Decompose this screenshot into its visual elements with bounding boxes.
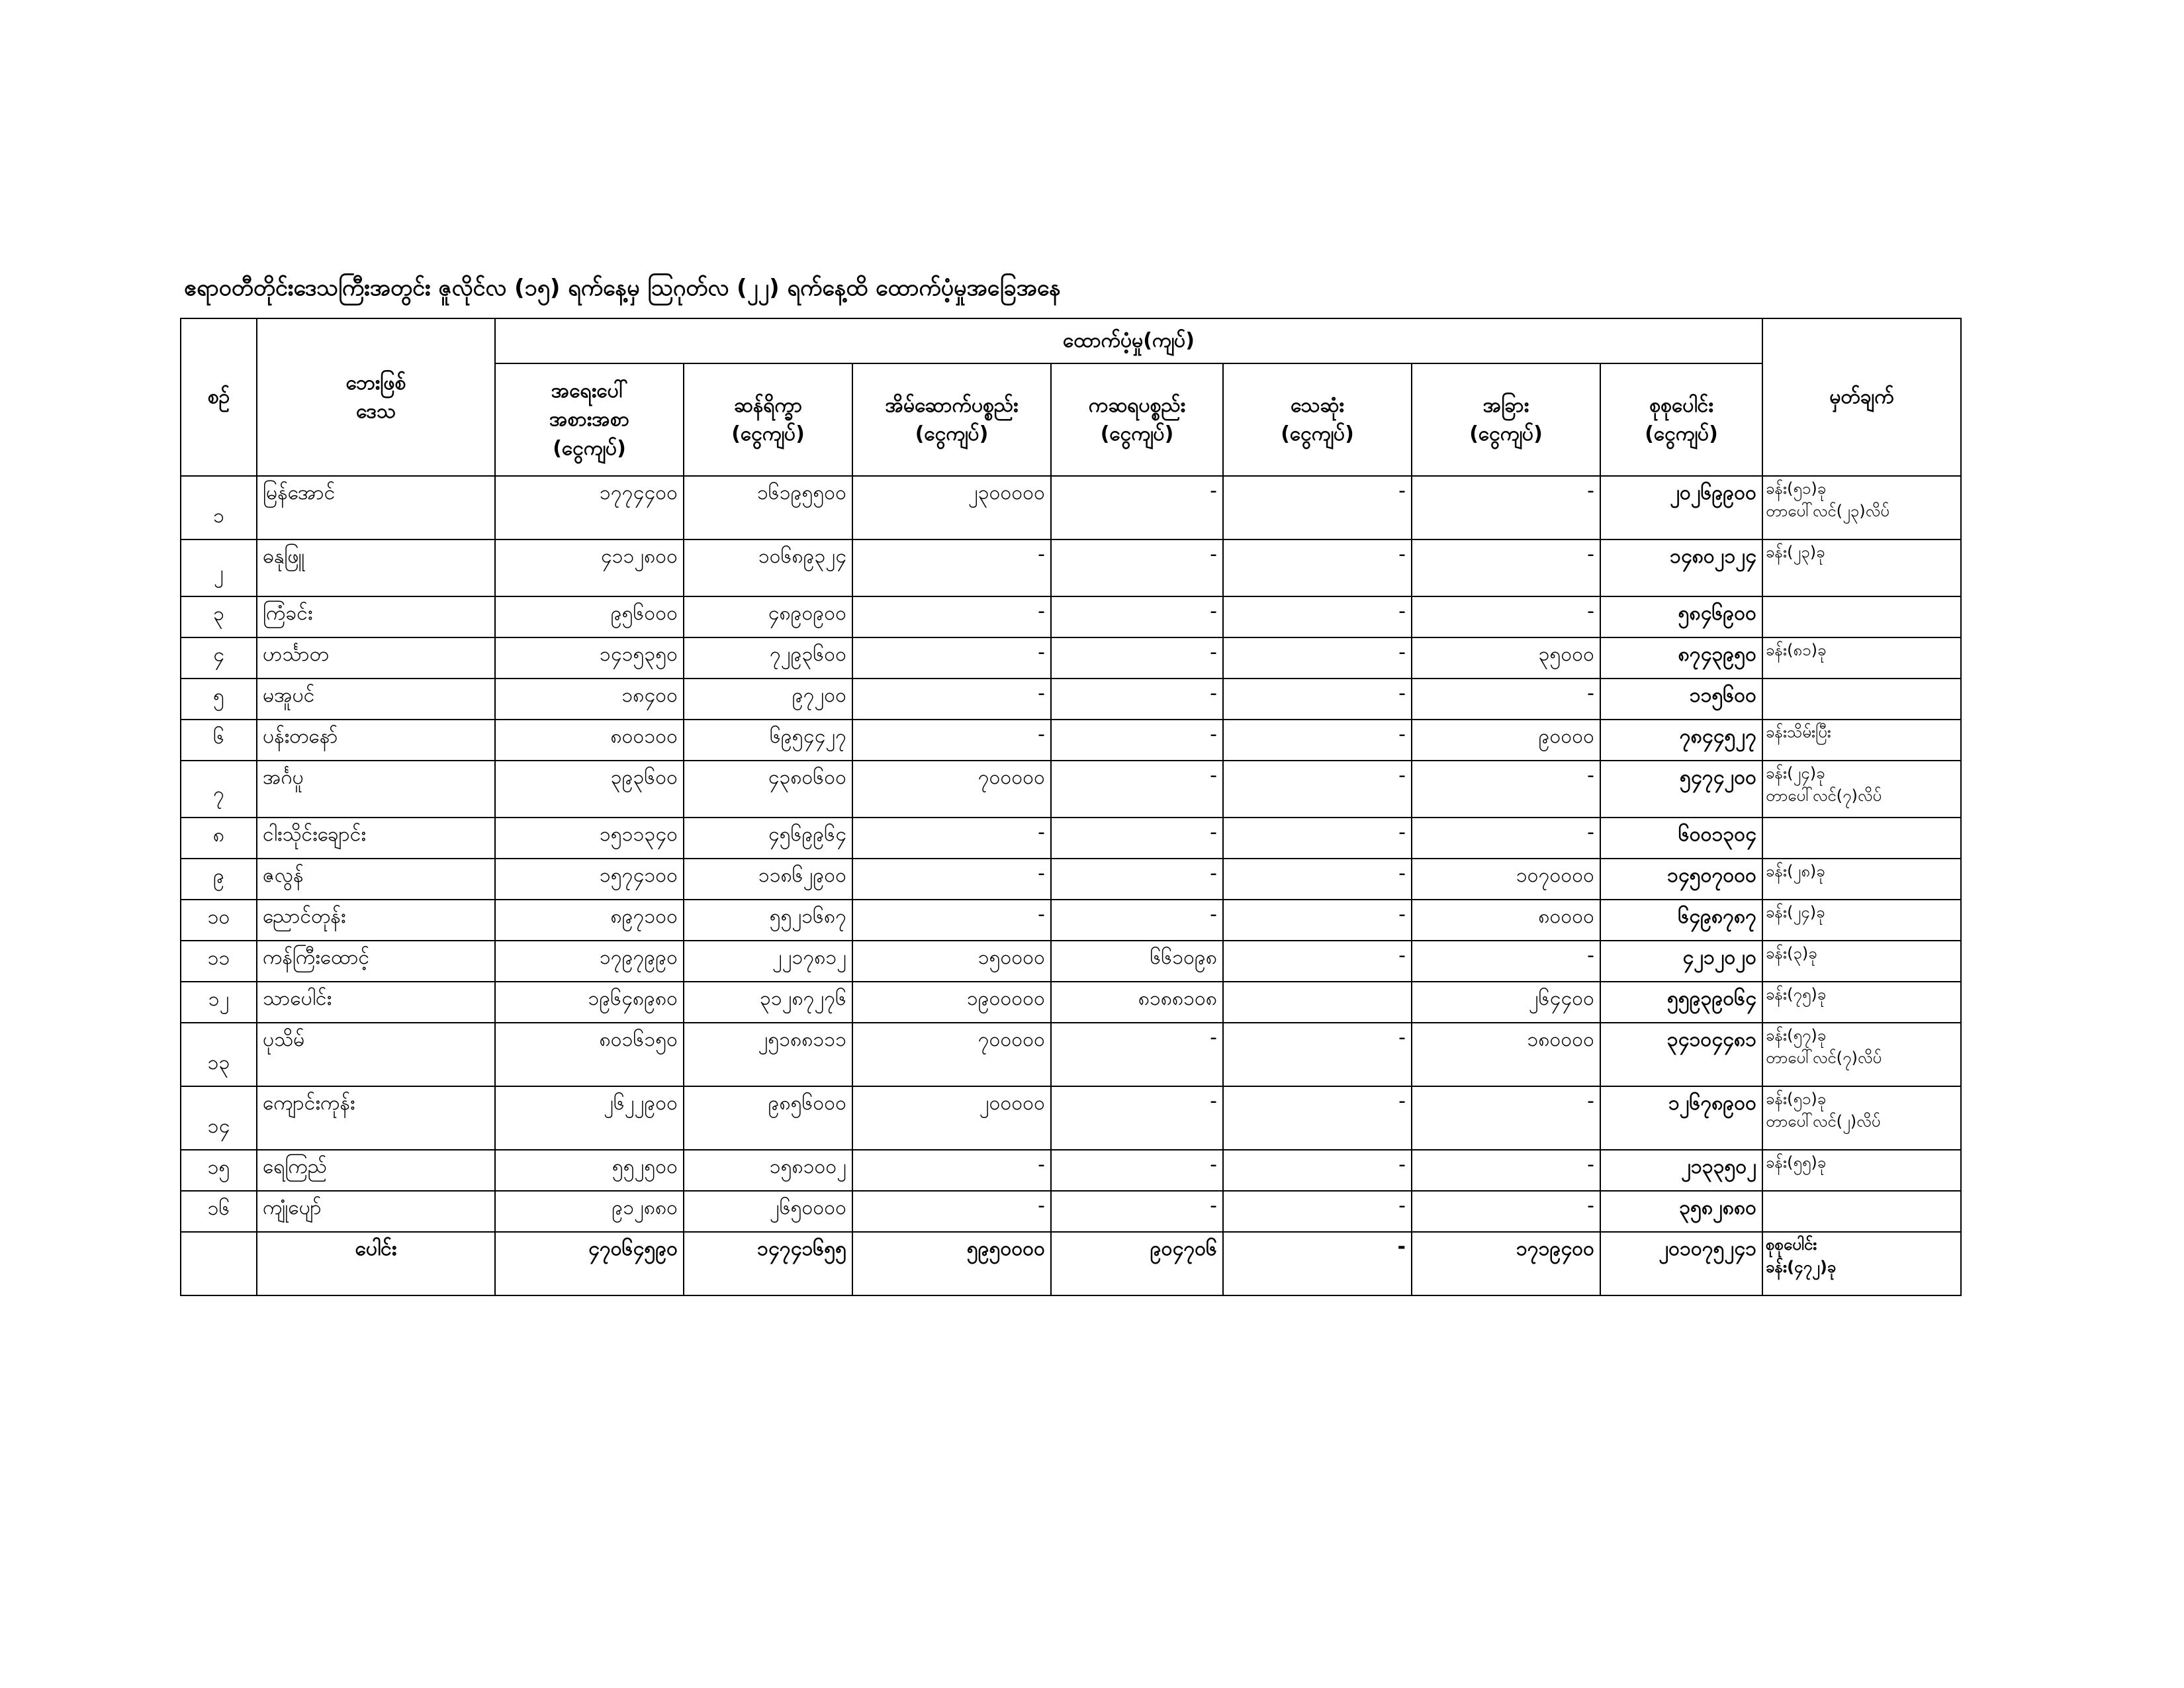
header-remarks: မှတ်ချက် bbox=[1762, 318, 1961, 476]
cell-total: ၆၄၉၈၇၈၇ bbox=[1600, 900, 1762, 941]
cell-rice: ၁၆၁၉၅၅၀၀ bbox=[684, 476, 852, 539]
region-name: မအူပင် bbox=[257, 679, 495, 720]
region-name: ကန်ကြီးထောင့် bbox=[257, 941, 495, 982]
region-name: ငါးသိုင်းချောင်း bbox=[257, 818, 495, 859]
cell-other: ၁၀၇၀၀၀၀ bbox=[1412, 859, 1600, 900]
cell-death bbox=[1223, 982, 1412, 1023]
cell-other: - bbox=[1412, 1191, 1600, 1232]
cell-total: ၁၂၆၇၈၉၀၀ bbox=[1600, 1086, 1762, 1150]
header-line: (ငွေကျပ်) bbox=[915, 422, 989, 445]
cell-other: - bbox=[1412, 941, 1600, 982]
region-name: ညောင်တုန်း bbox=[257, 900, 495, 941]
table-row bbox=[181, 941, 1961, 982]
cell-rice: ၁၅၈၁၀၀၂ bbox=[684, 1150, 852, 1191]
header-kasara-materials bbox=[1051, 363, 1223, 476]
row-number: ၂ bbox=[181, 539, 257, 596]
cell-house: ၁၅၀၀၀၀ bbox=[852, 941, 1051, 982]
header-support-group: ထောက်ပံ့မှု(ကျပ်) bbox=[495, 318, 1762, 363]
table-row bbox=[181, 679, 1961, 720]
table-row bbox=[181, 818, 1961, 859]
cell-death: - bbox=[1223, 941, 1412, 982]
row-number: ၁၂ bbox=[181, 982, 257, 1023]
cell-other: ၂၆၄၄၀၀ bbox=[1412, 982, 1600, 1023]
cell-kasara: - bbox=[1051, 761, 1223, 818]
cell-house: - bbox=[852, 720, 1051, 761]
remarks-line: ခန်း(၃)ခု bbox=[1766, 944, 1817, 962]
remarks-line: ခန်း(၄၇၂)ခု bbox=[1766, 1257, 1837, 1276]
cell-house: ၇၀၀၀၀၀ bbox=[852, 761, 1051, 818]
header-line: အခြား bbox=[1482, 393, 1529, 417]
remarks-cell bbox=[1762, 476, 1961, 539]
remarks-line: ခန်း(၅၅)ခု bbox=[1766, 1153, 1827, 1172]
region-name: ဓနုဖြူ bbox=[257, 539, 495, 596]
cell-rice: ၁၀၆၈၉၃၂၄ bbox=[684, 539, 852, 596]
header-death bbox=[1223, 363, 1412, 476]
cell-food: ၈၉၇၁၀၀ bbox=[495, 900, 684, 941]
row-number: ၃ bbox=[181, 596, 257, 637]
cell-rice: ၄၈၉၀၉၀၀ bbox=[684, 596, 852, 637]
cell-food: ၉၁၂၈၈၀ bbox=[495, 1191, 684, 1232]
cell-food: ၉၅၆၀၀၀ bbox=[495, 596, 684, 637]
cell-kasara: - bbox=[1051, 476, 1223, 539]
cell-other: ၈၀၀၀၀ bbox=[1412, 900, 1600, 941]
cell-house: ၇၀၀၀၀၀ bbox=[852, 1023, 1051, 1086]
total-label: ပေါင်း bbox=[257, 1232, 495, 1295]
total-remarks bbox=[1762, 1232, 1961, 1295]
cell-kasara: ၆၆၁၀၉၈ bbox=[1051, 941, 1223, 982]
table-row bbox=[181, 476, 1961, 539]
cell-total: ၁၁၅၆၀၀ bbox=[1600, 679, 1762, 720]
cell-kasara: - bbox=[1051, 539, 1223, 596]
cell-rice: ၆၉၅၄၄၂၇ bbox=[684, 720, 852, 761]
total-house: ၅၉၅၀၀၀၀ bbox=[852, 1232, 1051, 1295]
cell-house: - bbox=[852, 637, 1051, 679]
table-row bbox=[181, 859, 1961, 900]
remarks-line: တာပေါ်လင်(၂၃)လိပ် bbox=[1766, 501, 1889, 520]
remarks-line: ခန်း(၈၁)ခု bbox=[1766, 641, 1827, 659]
cell-house: - bbox=[852, 1150, 1051, 1191]
cell-death: - bbox=[1223, 818, 1412, 859]
cell-death: - bbox=[1223, 761, 1412, 818]
cell-rice: ၉၇၂၀၀ bbox=[684, 679, 852, 720]
remarks-cell bbox=[1762, 1023, 1961, 1086]
row-number: ၆ bbox=[181, 720, 257, 761]
cell-house: - bbox=[852, 679, 1051, 720]
header-line: သေဆုံး bbox=[1291, 393, 1344, 417]
cell-food: ၅၅၂၅၀၀ bbox=[495, 1150, 684, 1191]
table-row bbox=[181, 720, 1961, 761]
cell-death: - bbox=[1223, 1191, 1412, 1232]
remarks-cell bbox=[1762, 1191, 1961, 1232]
cell-kasara: - bbox=[1051, 1191, 1223, 1232]
cell-death: - bbox=[1223, 900, 1412, 941]
cell-kasara: - bbox=[1051, 1150, 1223, 1191]
cell-death: - bbox=[1223, 476, 1412, 539]
header-no: စဉ် bbox=[181, 318, 257, 476]
cell-other: ၃၅၀၀၀ bbox=[1412, 637, 1600, 679]
cell-total: ၂၀၂၆၉၉၀၀ bbox=[1600, 476, 1762, 539]
header-rice bbox=[684, 363, 852, 476]
cell-death: - bbox=[1223, 859, 1412, 900]
remarks-cell bbox=[1762, 818, 1961, 859]
cell-house: - bbox=[852, 596, 1051, 637]
remarks-line: ခန်း(၅၁)ခု bbox=[1766, 1090, 1827, 1108]
remarks-cell bbox=[1762, 761, 1961, 818]
cell-other: ၉၀၀၀၀ bbox=[1412, 720, 1600, 761]
table-row bbox=[181, 1150, 1961, 1191]
cell-kasara: ၈၁၈၈၁၀၈ bbox=[1051, 982, 1223, 1023]
header-region-line-1: ဘေးဖြစ် bbox=[345, 371, 406, 395]
cell-kasara: - bbox=[1051, 720, 1223, 761]
cell-house: - bbox=[852, 900, 1051, 941]
cell-other: - bbox=[1412, 679, 1600, 720]
cell-rice: ၂၂၁၇၈၁၂ bbox=[684, 941, 852, 982]
cell-other: - bbox=[1412, 1150, 1600, 1191]
row-number: ၁၁ bbox=[181, 941, 257, 982]
cell-kasara: - bbox=[1051, 818, 1223, 859]
remarks-cell bbox=[1762, 982, 1961, 1023]
cell-total: ၂၁၃၃၅၀၂ bbox=[1600, 1150, 1762, 1191]
header-line: (ငွေကျပ်) bbox=[553, 436, 626, 460]
table-body bbox=[181, 476, 1961, 1295]
cell-total: ၄၂၁၂၀၂၀ bbox=[1600, 941, 1762, 982]
cell-rice: ၃၁၂၈၇၂၇၆ bbox=[684, 982, 852, 1023]
cell-house: ၂၀၀၀၀၀ bbox=[852, 1086, 1051, 1150]
remarks-cell bbox=[1762, 1086, 1961, 1150]
total-food: ၄၇၀၆၄၅၉၀ bbox=[495, 1232, 684, 1295]
cell-rice: ၂၅၁၈၈၁၁၁ bbox=[684, 1023, 852, 1086]
remarks-line: ခန်း(၂၃)ခု bbox=[1766, 543, 1825, 561]
cell-food: ၈၀၀၁၀၀ bbox=[495, 720, 684, 761]
row-number: ၁၅ bbox=[181, 1150, 257, 1191]
cell-rice: ၄၅၆၉၉၆၄ bbox=[684, 818, 852, 859]
header-line: ကဆရပစ္စည်း bbox=[1088, 393, 1186, 417]
remarks-line: ခန်း(၅၇)ခု bbox=[1766, 1026, 1827, 1045]
remarks-line: တာပေါ်လင်(၇)လိပ် bbox=[1766, 786, 1882, 805]
cell-total: ၅၄၇၄၂၀၀ bbox=[1600, 761, 1762, 818]
cell-food: ၁၅၇၄၁၀၀ bbox=[495, 859, 684, 900]
cell-death: - bbox=[1223, 596, 1412, 637]
header-emergency-food bbox=[495, 363, 684, 476]
region-name: ပုသိမ် bbox=[257, 1023, 495, 1086]
cell-food: ၃၉၃၆၀၀ bbox=[495, 761, 684, 818]
cell-food: ၂၆၂၂၉၀၀ bbox=[495, 1086, 684, 1150]
cell-death: - bbox=[1223, 637, 1412, 679]
header-region-line-2: ဒေသ bbox=[356, 400, 396, 423]
cell-total: ၆၀၀၁၃၀၄ bbox=[1600, 818, 1762, 859]
cell-total: ၁၄၅၀၇၀၀၀ bbox=[1600, 859, 1762, 900]
table-row bbox=[181, 761, 1961, 818]
remarks-line: တာပေါ်လင်(၂)လိပ် bbox=[1766, 1111, 1881, 1131]
cell-death: - bbox=[1223, 1150, 1412, 1191]
cell-house: - bbox=[852, 539, 1051, 596]
region-name: ပန်းတနော် bbox=[257, 720, 495, 761]
remarks-cell bbox=[1762, 679, 1961, 720]
header-other bbox=[1412, 363, 1600, 476]
cell-rice: ၅၅၂၁၆၈၇ bbox=[684, 900, 852, 941]
cell-house: ၂၃၀၀၀၀၀ bbox=[852, 476, 1051, 539]
region-name: ဟင်္သာတ bbox=[257, 637, 495, 679]
row-number: ၄ bbox=[181, 637, 257, 679]
remarks-cell bbox=[1762, 859, 1961, 900]
remarks-line: ခန်း(၅၁)ခု bbox=[1766, 479, 1827, 498]
header-line: (ငွေကျပ်) bbox=[1100, 422, 1174, 445]
header-line: အရေးပေါ် bbox=[551, 379, 628, 402]
table-row bbox=[181, 1086, 1961, 1150]
total-rice: ၁၄၇၄၁၆၅၅ bbox=[684, 1232, 852, 1295]
table-row bbox=[181, 900, 1961, 941]
cell-house: - bbox=[852, 818, 1051, 859]
cell-food: ၁၄၁၅၃၅၀ bbox=[495, 637, 684, 679]
total-row-number bbox=[181, 1232, 257, 1295]
row-number: ၁၀ bbox=[181, 900, 257, 941]
total-death: - bbox=[1223, 1232, 1412, 1295]
region-name: ကျုံပျော် bbox=[257, 1191, 495, 1232]
cell-death: - bbox=[1223, 539, 1412, 596]
row-number: ၁၃ bbox=[181, 1023, 257, 1086]
header-grand-total bbox=[1600, 363, 1762, 476]
region-name: သာပေါင်း bbox=[257, 982, 495, 1023]
remarks-cell bbox=[1762, 941, 1961, 982]
cell-rice: ၁၁၈၆၂၉၀၀ bbox=[684, 859, 852, 900]
cell-food: ၁၅၁၁၃၄၀ bbox=[495, 818, 684, 859]
header-line: အစားအစာ bbox=[549, 408, 630, 432]
header-line: (ငွေကျပ်) bbox=[1281, 422, 1354, 445]
table-row bbox=[181, 596, 1961, 637]
cell-total: ၈၇၄၃၉၅၀ bbox=[1600, 637, 1762, 679]
region-name: ကျောင်းကုန်း bbox=[257, 1086, 495, 1150]
header-line: (ငွေကျပ်) bbox=[1645, 422, 1718, 445]
remarks-line: ခန်း(၂၄)ခု bbox=[1766, 764, 1825, 782]
cell-total: ၃၅၈၂၈၈၀ bbox=[1600, 1191, 1762, 1232]
cell-kasara: - bbox=[1051, 1086, 1223, 1150]
cell-kasara: - bbox=[1051, 1023, 1223, 1086]
cell-food: ၁၇၉၇၉၉၀ bbox=[495, 941, 684, 982]
cell-total: ၃၄၁၀၄၄၈၁ bbox=[1600, 1023, 1762, 1086]
cell-rice: ၇၂၉၃၆၀၀ bbox=[684, 637, 852, 679]
cell-other: - bbox=[1412, 761, 1600, 818]
header-line: (ငွေကျပ်) bbox=[1469, 422, 1543, 445]
cell-death: - bbox=[1223, 1086, 1412, 1150]
cell-kasara: - bbox=[1051, 859, 1223, 900]
row-number: ၇ bbox=[181, 761, 257, 818]
remarks-cell bbox=[1762, 637, 1961, 679]
remarks-line: စုစုပေါင်း bbox=[1766, 1235, 1817, 1254]
region-name: မြန်အောင် bbox=[257, 476, 495, 539]
header-housing-materials bbox=[852, 363, 1051, 476]
table-row bbox=[181, 1023, 1961, 1086]
cell-death: - bbox=[1223, 679, 1412, 720]
cell-kasara: - bbox=[1051, 679, 1223, 720]
header-row-1 bbox=[181, 318, 1961, 363]
cell-rice: ၄၃၈၀၆၀၀ bbox=[684, 761, 852, 818]
cell-other: - bbox=[1412, 476, 1600, 539]
cell-kasara: - bbox=[1051, 596, 1223, 637]
cell-total: ၇၈၄၄၅၂၇ bbox=[1600, 720, 1762, 761]
remarks-line: ခန်းသိမ်းပြီး bbox=[1766, 723, 1831, 741]
remarks-cell bbox=[1762, 900, 1961, 941]
page-title: ဧရာဝတီတိုင်းဒေသကြီးအတွင်း ဇူလိုင်လ (၁၅) ရက်နေ့မှ ဩဂုတ်လ (၂၂) ရက်နေ့ထိ ထောက်ပံ့မှုအခြေအနေ bbox=[184, 275, 1061, 301]
cell-kasara: - bbox=[1051, 900, 1223, 941]
cell-death: - bbox=[1223, 1023, 1412, 1086]
remarks-line: ခန်း(၂၄)ခု bbox=[1766, 903, 1825, 921]
cell-food: ၁၉၆၄၈၉၈၀ bbox=[495, 982, 684, 1023]
header-region bbox=[257, 318, 495, 476]
region-name: အင်္ဂပူ bbox=[257, 761, 495, 818]
cell-other: ၁၈၀၀၀၀ bbox=[1412, 1023, 1600, 1086]
table-row bbox=[181, 1191, 1961, 1232]
total-other: ၁၇၁၉၄၀၀ bbox=[1412, 1232, 1600, 1295]
cell-other: - bbox=[1412, 818, 1600, 859]
cell-other: - bbox=[1412, 1086, 1600, 1150]
region-name: ရေကြည် bbox=[257, 1150, 495, 1191]
remarks-cell bbox=[1762, 1150, 1961, 1191]
support-table bbox=[180, 318, 1962, 1296]
table-row bbox=[181, 982, 1961, 1023]
cell-total: ၅၅၉၃၉၀၆၄ bbox=[1600, 982, 1762, 1023]
row-number: ၁၆ bbox=[181, 1191, 257, 1232]
cell-house: ၁၉၀၀၀၀၀ bbox=[852, 982, 1051, 1023]
cell-food: ၄၁၁၂၈၀၀ bbox=[495, 539, 684, 596]
row-number: ၅ bbox=[181, 679, 257, 720]
row-number: ၉ bbox=[181, 859, 257, 900]
cell-death: - bbox=[1223, 720, 1412, 761]
remarks-line: တာပေါ်လင်(၇)လိပ် bbox=[1766, 1048, 1882, 1067]
table-row bbox=[181, 539, 1961, 596]
row-number: ၈ bbox=[181, 818, 257, 859]
total-kasara: ၉၀၄၇၀၆ bbox=[1051, 1232, 1223, 1295]
region-name: ကြံခင်း bbox=[257, 596, 495, 637]
region-name: ဇလွန် bbox=[257, 859, 495, 900]
remarks-line: ခန်း(၂၈)ခု bbox=[1766, 862, 1825, 880]
cell-food: ၁၇၇၄၄၀၀ bbox=[495, 476, 684, 539]
remarks-cell bbox=[1762, 539, 1961, 596]
remarks-cell bbox=[1762, 596, 1961, 637]
cell-rice: ၂၆၅၀၀၀၀ bbox=[684, 1191, 852, 1232]
total-total: ၂၀၁၀၇၅၂၄၁ bbox=[1600, 1232, 1762, 1295]
table-row bbox=[181, 637, 1961, 679]
remarks-cell bbox=[1762, 720, 1961, 761]
cell-food: ၈၀၁၆၁၅၀ bbox=[495, 1023, 684, 1086]
cell-other: - bbox=[1412, 539, 1600, 596]
remarks-line: ခန်း(၇၅)ခု bbox=[1766, 985, 1827, 1004]
cell-house: - bbox=[852, 859, 1051, 900]
header-line: အိမ်ဆောက်ပစ္စည်း bbox=[885, 393, 1019, 417]
row-number: ၁ bbox=[181, 476, 257, 539]
cell-total: ၅၈၄၆၉၀၀ bbox=[1600, 596, 1762, 637]
cell-kasara: - bbox=[1051, 637, 1223, 679]
cell-other: - bbox=[1412, 596, 1600, 637]
cell-total: ၁၄၈၀၂၁၂၄ bbox=[1600, 539, 1762, 596]
total-row bbox=[181, 1232, 1961, 1295]
header-line: စုစုပေါင်း bbox=[1649, 393, 1713, 417]
header-line: ဆန်ရိက္ခာ bbox=[733, 393, 803, 417]
cell-rice: ၉၈၅၆၀၀၀ bbox=[684, 1086, 852, 1150]
header-line: (ငွေကျပ်) bbox=[731, 422, 805, 445]
cell-food: ၁၈၄၀၀ bbox=[495, 679, 684, 720]
cell-house: - bbox=[852, 1191, 1051, 1232]
row-number: ၁၄ bbox=[181, 1086, 257, 1150]
